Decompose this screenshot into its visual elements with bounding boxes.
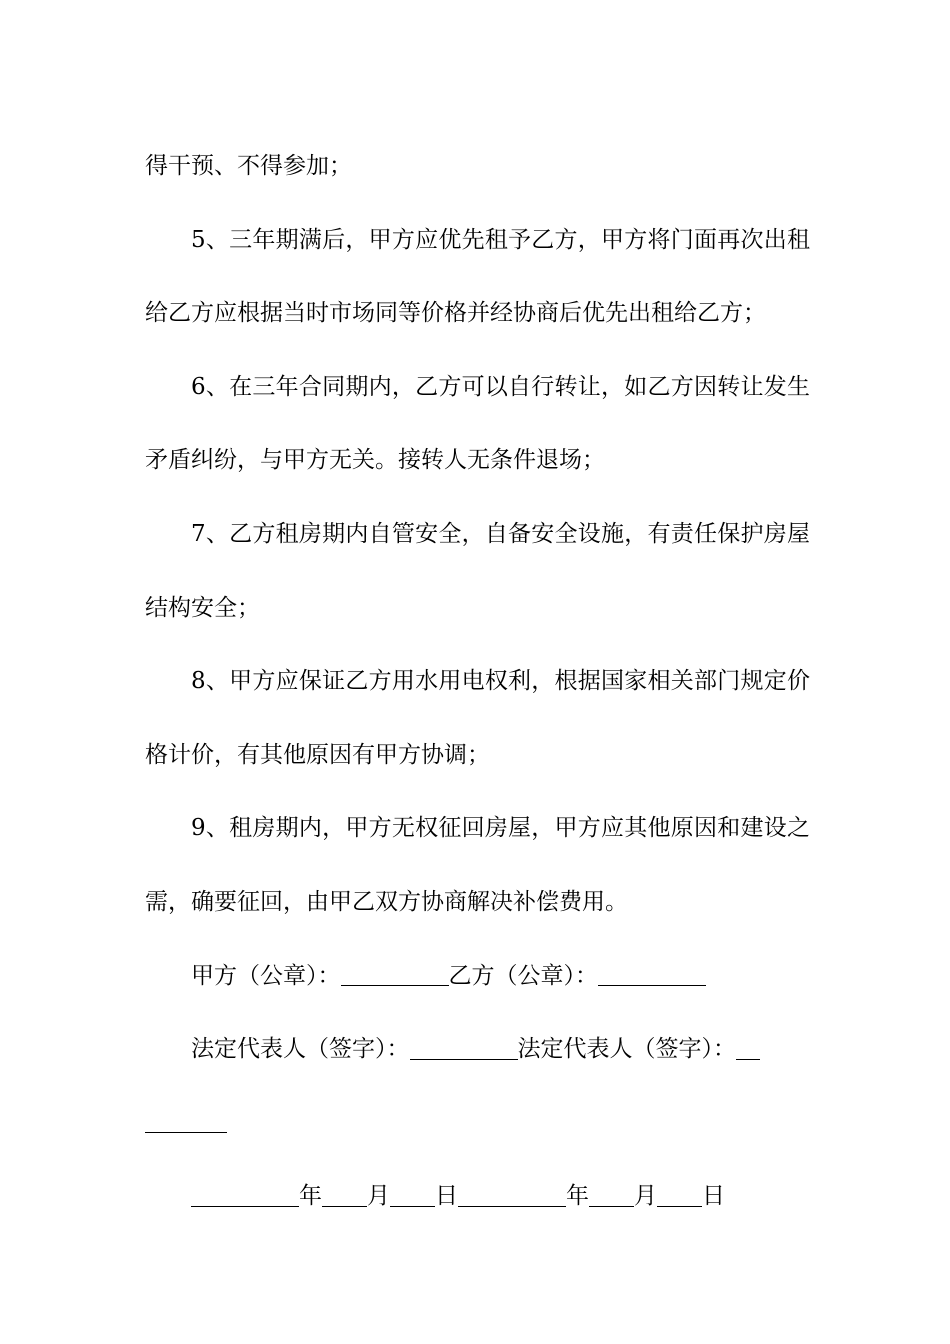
month-b-label: 月 <box>634 1183 657 1210</box>
year-b-label: 年 <box>566 1183 589 1210</box>
year-a-label: 年 <box>299 1183 322 1210</box>
representative-line-wrap <box>145 1087 810 1161</box>
month-a-label: 月 <box>367 1183 390 1210</box>
year-a-blank <box>191 1182 299 1207</box>
day-a-blank <box>390 1182 435 1207</box>
day-b-label: 日 <box>702 1183 725 1210</box>
party-a-seal-blank <box>341 961 449 986</box>
party-a-seal-label: 甲方（公章）： <box>191 962 341 989</box>
day-b-blank <box>657 1182 702 1207</box>
month-a-blank <box>322 1182 367 1207</box>
contract-body <box>145 130 810 1234</box>
party-b-seal-label: 乙方（公章）： <box>448 962 598 989</box>
representative-line <box>145 1013 810 1087</box>
clause-7: 7、乙方租房期内自管安全，自备安全设施，有责任保护房屋结构安全； <box>145 520 810 621</box>
rep-a-label: 法定代表人（签字）： <box>191 1036 410 1063</box>
day-a-label: 日 <box>435 1183 458 1210</box>
date-line <box>145 1160 810 1234</box>
clause-8: 8、甲方应保证乙方用水用电权利，根据国家相关部门规定价格计价，有其他原因有甲方协调； <box>145 668 810 768</box>
seal-line <box>145 940 810 1014</box>
rep-a-blank <box>410 1034 518 1059</box>
clause-5: 5、三年期满后，甲方应优先租予乙方，甲方将门面再次出租给乙方应根据当时市场同等价格并经协商后优先出租给乙方； <box>145 226 810 327</box>
rep-b-blank-continued <box>145 1108 227 1133</box>
rep-b-blank <box>736 1034 760 1059</box>
rep-b-label: 法定代表人（签字）： <box>517 1036 736 1063</box>
clause-6: 6、在三年合同期内，乙方可以自行转让，如乙方因转让发生矛盾纠纷，与甲方无关。接转人无条件退场； <box>145 373 810 474</box>
paragraph-continuation: 得干预、不得参加； <box>145 153 352 179</box>
party-b-seal-blank <box>598 961 706 986</box>
month-b-blank <box>589 1182 634 1207</box>
year-b-blank <box>458 1182 566 1207</box>
clause-9: 9、租房期内，甲方无权征回房屋，甲方应其他原因和建设之需，确要征回，由甲乙双方协商解决补偿费用。 <box>145 815 810 915</box>
